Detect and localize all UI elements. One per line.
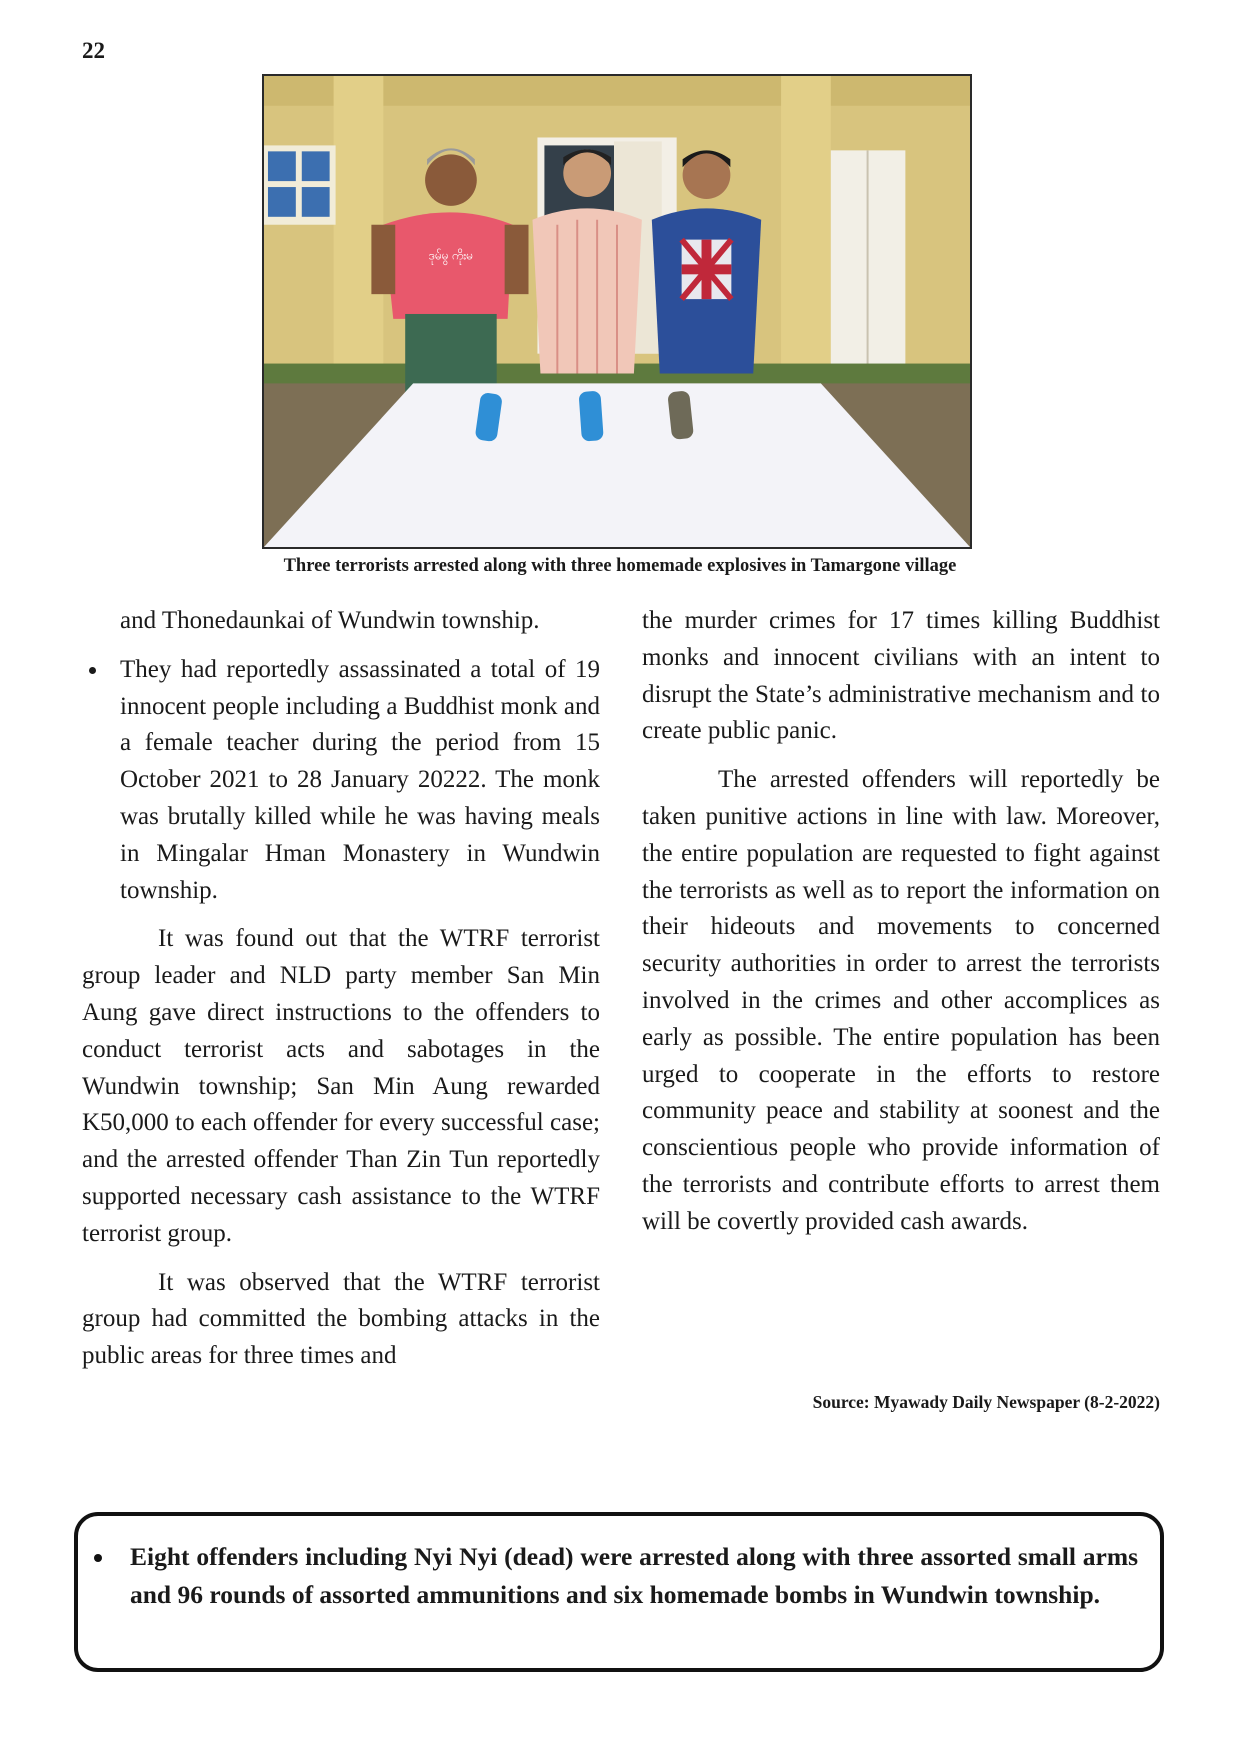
photo-caption: Three terrorists arrested along with three homemade explosives in Tamargone village [283, 556, 957, 576]
news-photo [262, 74, 972, 549]
right-column [642, 603, 1160, 1241]
highlight-list [130, 1538, 1138, 1614]
arrest-photo-illustration [264, 76, 970, 547]
bullet-list [82, 652, 600, 910]
shirt-text: ဒုမ်မွ ကိုးမ [428, 248, 474, 263]
highlight-box [74, 1512, 1164, 1672]
left-paragraph-2: It was found out that the WTRF terrorist group leader and NLD party member San Min Aung gave direct instructions to the offenders to conduct terrorist acts and sabotages in the Wundwin township; San Min Aung rewarded K50,000 to each offender for every successful case; and the arrested offender Than Zin Tun reportedly supported necessary cash assistance to the WTRF terrorist group. [82, 925, 600, 1247]
highlight-item [130, 1538, 1138, 1614]
page-number: 22 [82, 38, 105, 63]
bullet-icon [89, 667, 96, 674]
bullet-icon [94, 1554, 102, 1562]
source-citation: Source: Myawady Daily Newspaper (8-2-2022) [812, 1392, 1160, 1412]
left-paragraph-3: It was observed that the WTRF terrorist group had committed the bombing attacks in the public areas for three times and [82, 1268, 600, 1370]
bullet-item [120, 652, 600, 910]
left-column [82, 603, 600, 1375]
right-paragraph-1: the murder crimes for 17 times killing Buddhist monks and innocent civilians with an intent to disrupt the State’s administrative mechanism and to create public panic. [642, 607, 1160, 745]
highlight-text: Eight offenders including Nyi Nyi (dead) were arrested along with three assorted small arms and 96 rounds of assorted ammunitions and six homemade bombs in Wundwin township. [130, 1542, 1138, 1609]
right-paragraph-2: The arrested offenders will reportedly be taken punitive actions in line with law. Moreover, the entire population are requested to fight against the terrorists as well as to report the information on their hideouts and movements to concerned security authorities in order to arrest the terrorists involved in the crimes and other accomplices as early as possible. The entire population has been urged to cooperate in the efforts to restore community peace and stability at soonest and the conscientious people who provide information of the terrorists and contribute efforts to arrest them will be covertly provided cash awards. [642, 766, 1160, 1235]
bullet-text: They had reportedly assassinated a total of 19 innocent people including a Buddhist monk and a female teacher during the period from 15 October 2021 to 28 January 20222. The monk was brutally killed while he was having meals in Mingalar Hman Monastery in Wundwin township. [120, 655, 600, 904]
left-paragraph-1: and Thonedaunkai of Wundwin township. [120, 607, 540, 634]
